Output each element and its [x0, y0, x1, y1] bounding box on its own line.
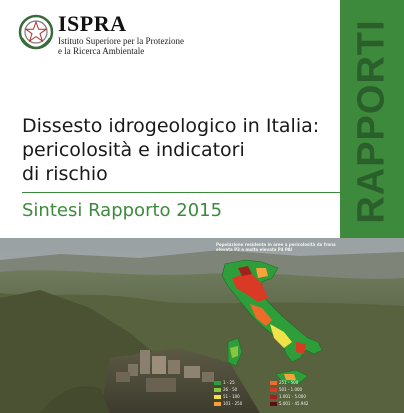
map-caption-line2: elevata P3 e molto elevata P4 PAI [216, 247, 293, 252]
legend-swatch [214, 395, 221, 399]
legend-swatch [270, 395, 277, 399]
legend-swatch [214, 381, 221, 385]
legend-swatch [270, 402, 277, 406]
brand-name: ISPRA [58, 11, 127, 36]
legend-item [214, 401, 242, 406]
report-title-line2: pericolosità e indicatori [22, 139, 245, 161]
series-label [340, 0, 404, 242]
legend-swatch [214, 402, 221, 406]
legend-swatch [214, 388, 221, 392]
legend-label: 1 - 25 [223, 380, 235, 385]
legend-label: 26 - 50 [223, 387, 238, 392]
legend-item [214, 387, 237, 392]
legend-swatch [270, 388, 277, 392]
map-caption [216, 242, 341, 252]
map-legend [214, 380, 344, 412]
italian-republic-emblem-icon [18, 14, 54, 50]
legend-item [270, 394, 306, 399]
legend-label: 51 - 100 [223, 394, 240, 399]
report-title [22, 114, 332, 186]
report-title-line3: di rischio [22, 163, 108, 185]
report-subtitle: Sintesi Rapporto 2015 [22, 200, 223, 221]
legend-swatch [270, 381, 277, 385]
legend-label: 501 - 1.000 [279, 387, 303, 392]
legend-item [214, 394, 240, 399]
brand-subtitle [58, 36, 184, 56]
series-label-text: RAPPORTI [350, 18, 393, 224]
title-divider [22, 192, 340, 193]
legend-item [270, 401, 308, 406]
report-title-line1: Dissesto idrogeologico in Italia: [22, 115, 320, 137]
legend-label: 1.001 - 5.000 [279, 394, 306, 399]
legend-item [270, 387, 302, 392]
legend-label: 251 - 500 [279, 380, 299, 385]
legend-label: 101 - 250 [223, 401, 243, 406]
legend-item [270, 380, 298, 385]
legend-label: 5.001 - 45.942 [279, 401, 309, 406]
brand-subtitle-line2: e la Ricerca Ambientale [58, 46, 145, 56]
brand-subtitle-line1: Istituto Superiore per la Protezione [58, 36, 184, 46]
map-caption-line1: Popolazione residente in aree a pericolosità da frana [216, 242, 336, 247]
legend-item [214, 380, 235, 385]
